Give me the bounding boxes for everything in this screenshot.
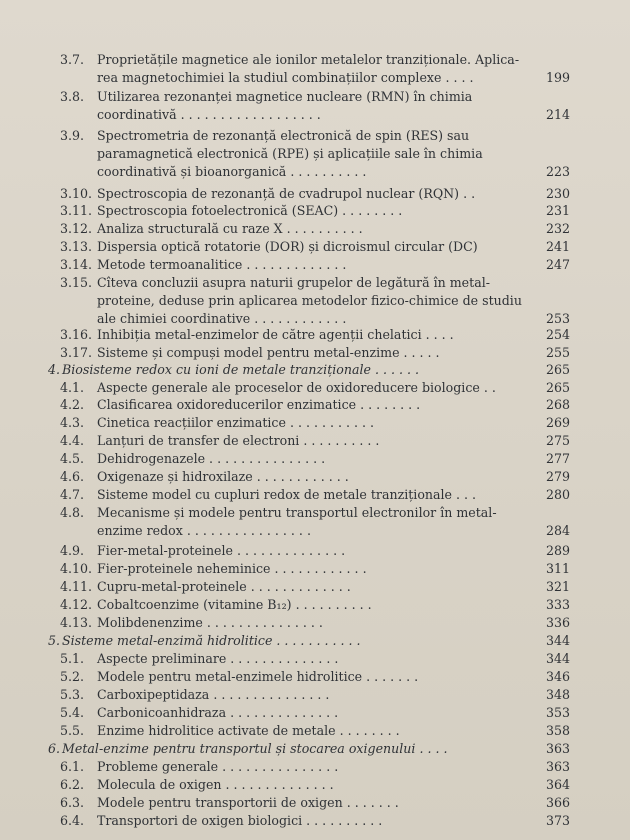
entry-page-number: 284 (545, 523, 570, 538)
entry-number: 6.3. (60, 795, 85, 810)
entry-number: 4.11. (60, 579, 93, 594)
entry-title-line: Sisteme metal-enzimă hidrolitice . . . . . . . . . . . (62, 633, 361, 648)
entry-page-number: 253 (545, 311, 570, 326)
entry-title-line: Dispersia optică rotatorie (DOR) și dicroismul circular (DC) (97, 239, 478, 254)
entry-page-number: 232 (545, 221, 570, 236)
entry-title-line: ale chimiei coordinative . . . . . . . . . . . . (97, 311, 347, 326)
entry-number: 5. (48, 633, 61, 648)
entry-number: 4.13. (60, 615, 93, 630)
entry-page-number: 265 (545, 380, 570, 395)
entry-title-line: Carboxipeptidaza . . . . . . . . . . . . . . . (97, 687, 330, 702)
entry-page-number: 255 (545, 345, 570, 360)
entry-number: 3.17. (60, 345, 93, 360)
entry-page-number: 277 (545, 451, 570, 466)
entry-page-number: 230 (545, 186, 570, 201)
entry-title-line: Modele pentru transportorii de oxigen . . . . . . . (97, 795, 399, 810)
entry-page-number: 321 (545, 579, 570, 594)
entry-title-line: Fier-proteinele neheminice . . . . . . . . . . . . (97, 561, 367, 576)
entry-number: 6.2. (60, 777, 85, 792)
entry-title-line: Lanțuri de transfer de electroni . . . . . . . . . . (97, 433, 380, 448)
entry-number: 4.3. (60, 415, 85, 430)
entry-title-line: Biosisteme redox cu ioni de metale tranziționale . . . . . . (62, 362, 420, 377)
entry-number: 3.10. (60, 186, 93, 201)
entry-title-line: Fier-metal-proteinele . . . . . . . . . . . . . . (97, 543, 346, 558)
entry-title-line: enzime redox . . . . . . . . . . . . . . . . (97, 523, 311, 538)
entry-page-number: 275 (545, 433, 570, 448)
entry-number: 3.7. (60, 52, 85, 67)
entry-number: 6. (48, 741, 61, 756)
entry-number: 5.5. (60, 723, 85, 738)
entry-number: 4.12. (60, 597, 93, 612)
entry-page-number: 280 (545, 487, 570, 502)
entry-page-number: 358 (545, 723, 570, 738)
entry-title-line: Molibdenenzime . . . . . . . . . . . . . . . (97, 615, 323, 630)
entry-title-line: coordinativă . . . . . . . . . . . . . . . . . . (97, 107, 321, 122)
entry-number: 4.9. (60, 543, 85, 558)
entry-page-number: 265 (545, 362, 570, 377)
entry-number: 3.8. (60, 89, 85, 104)
entry-page-number: 353 (545, 705, 570, 720)
entry-title-line: Sisteme și compuși model pentru metal-enzime . . . . . (97, 345, 440, 360)
entry-page-number: 333 (545, 597, 570, 612)
entry-title-line: Analiza structurală cu raze X . . . . . . . . . . (97, 221, 363, 236)
entry-page-number: 364 (545, 777, 570, 792)
entry-title-line: Spectroscopia fotoelectronică (SEAC) . . . . . . . . (97, 203, 403, 218)
entry-page-number: 348 (545, 687, 570, 702)
entry-page-number: 289 (545, 543, 570, 558)
entry-number: 4.7. (60, 487, 85, 502)
entry-page-number: 214 (545, 107, 570, 122)
entry-page-number: 336 (545, 615, 570, 630)
entry-title-line: Cîteva concluzii asupra naturii grupelor de legătură în metal- (97, 275, 490, 290)
entry-number: 3.11. (60, 203, 93, 218)
entry-title-line: Inhibiția metal-enzimelor de către agenții chelatici . . . . (97, 327, 454, 342)
entry-title-line: Cinetica reacțiilor enzimatice . . . . . . . . . . . (97, 415, 375, 430)
entry-number: 3.9. (60, 128, 85, 143)
entry-page-number: 311 (545, 561, 570, 576)
entry-title-line: Metode termoanalitice . . . . . . . . . . . . . (97, 257, 347, 272)
entry-number: 4.5. (60, 451, 85, 466)
entry-page-number: 254 (545, 327, 570, 342)
entry-number: 5.1. (60, 651, 85, 666)
entry-title-line: Modele pentru metal-enzimele hidrolitice . . . . . . . (97, 669, 419, 684)
entry-title-line: Mecanisme și modele pentru transportul electronilor în metal- (97, 505, 497, 520)
entry-page-number: 223 (545, 164, 570, 179)
entry-title-line: Oxigenaze și hidroxilaze . . . . . . . . . . . . (97, 469, 349, 484)
entry-title-line: Cupru-metal-proteinele . . . . . . . . . . . . . (97, 579, 351, 594)
entry-number: 4.10. (60, 561, 93, 576)
entry-page-number: 344 (545, 633, 570, 648)
entry-page-number: 269 (545, 415, 570, 430)
entry-number: 5.4. (60, 705, 85, 720)
entry-title-line: Transportori de oxigen biologici . . . . . . . . . . (97, 813, 383, 828)
entry-title-line: Enzime hidrolitice activate de metale . . . . . . . . (97, 723, 400, 738)
entry-title-line: Molecula de oxigen . . . . . . . . . . . . . . (97, 777, 334, 792)
entry-page-number: 363 (545, 759, 570, 774)
entry-title-line: Sisteme model cu cupluri redox de metale tranziționale . . . (97, 487, 477, 502)
entry-title-line: Spectrometria de rezonanță electronică de spin (RES) sau (97, 128, 470, 143)
entry-page-number: 279 (545, 469, 570, 484)
entry-number: 4. (48, 362, 61, 377)
entry-title-line: Dehidrogenazele . . . . . . . . . . . . . . . (97, 451, 326, 466)
entry-title-line: Cobaltcoenzime (vitamine B₁₂) . . . . . . . . . . (97, 597, 372, 612)
entry-title-line: paramagnetică electronică (RPE) și aplicațiile sale în chimia (97, 146, 483, 161)
entry-number: 3.16. (60, 327, 93, 342)
entry-title-line: Metal-enzime pentru transportul și stocarea oxigenului . . . . (62, 741, 448, 756)
entry-title-line: rea magnetochimiei la studiul combinațiilor complexe . . . . (97, 70, 474, 85)
entry-number: 3.15. (60, 275, 93, 290)
entry-title-line: Aspecte preliminare . . . . . . . . . . . . . . (97, 651, 339, 666)
entry-title-line: Clasificarea oxidoreducerilor enzimatice . . . . . . . . (97, 397, 421, 412)
entry-page-number: 363 (545, 741, 570, 756)
entry-number: 5.3. (60, 687, 85, 702)
entry-title-line: Utilizarea rezonanței magnetice nucleare (RMN) în chimia (97, 89, 473, 104)
entry-number: 6.4. (60, 813, 85, 828)
entry-title-line: Spectroscopia de rezonanță de cvadrupol nuclear (RQN) . . (97, 186, 476, 201)
entry-title-line: Probleme generale . . . . . . . . . . . . . . . (97, 759, 339, 774)
entry-number: 5.2. (60, 669, 85, 684)
entry-page-number: 373 (545, 813, 570, 828)
entry-page-number: 231 (545, 203, 570, 218)
entry-number: 4.6. (60, 469, 85, 484)
entry-page-number: 247 (545, 257, 570, 272)
entry-page-number: 346 (545, 669, 570, 684)
entry-number: 3.13. (60, 239, 93, 254)
entry-title-line: proteine, deduse prin aplicarea metodelor fizico-chimice de studiu (97, 293, 522, 308)
entry-page-number: 199 (545, 70, 570, 85)
entry-title-line: Proprietățile magnetice ale ionilor metalelor tranziționale. Aplica- (97, 52, 520, 67)
entry-title-line: Carbonicoanhidraza . . . . . . . . . . . . . . (97, 705, 339, 720)
entry-page-number: 268 (545, 397, 570, 412)
entry-page-number: 241 (545, 239, 570, 254)
entry-title-line: coordinativă și bioanorganică . . . . . . . . . . (97, 164, 367, 179)
entry-page-number: 344 (545, 651, 570, 666)
entry-number: 3.12. (60, 221, 93, 236)
entry-number: 4.8. (60, 505, 85, 520)
entry-number: 4.1. (60, 380, 85, 395)
entry-title-line: Aspecte generale ale proceselor de oxidoreducere biologice . . (97, 380, 496, 395)
entry-page-number: 366 (545, 795, 570, 810)
entry-number: 6.1. (60, 759, 85, 774)
entry-number: 3.14. (60, 257, 93, 272)
entry-number: 4.4. (60, 433, 85, 448)
entry-number: 4.2. (60, 397, 85, 412)
